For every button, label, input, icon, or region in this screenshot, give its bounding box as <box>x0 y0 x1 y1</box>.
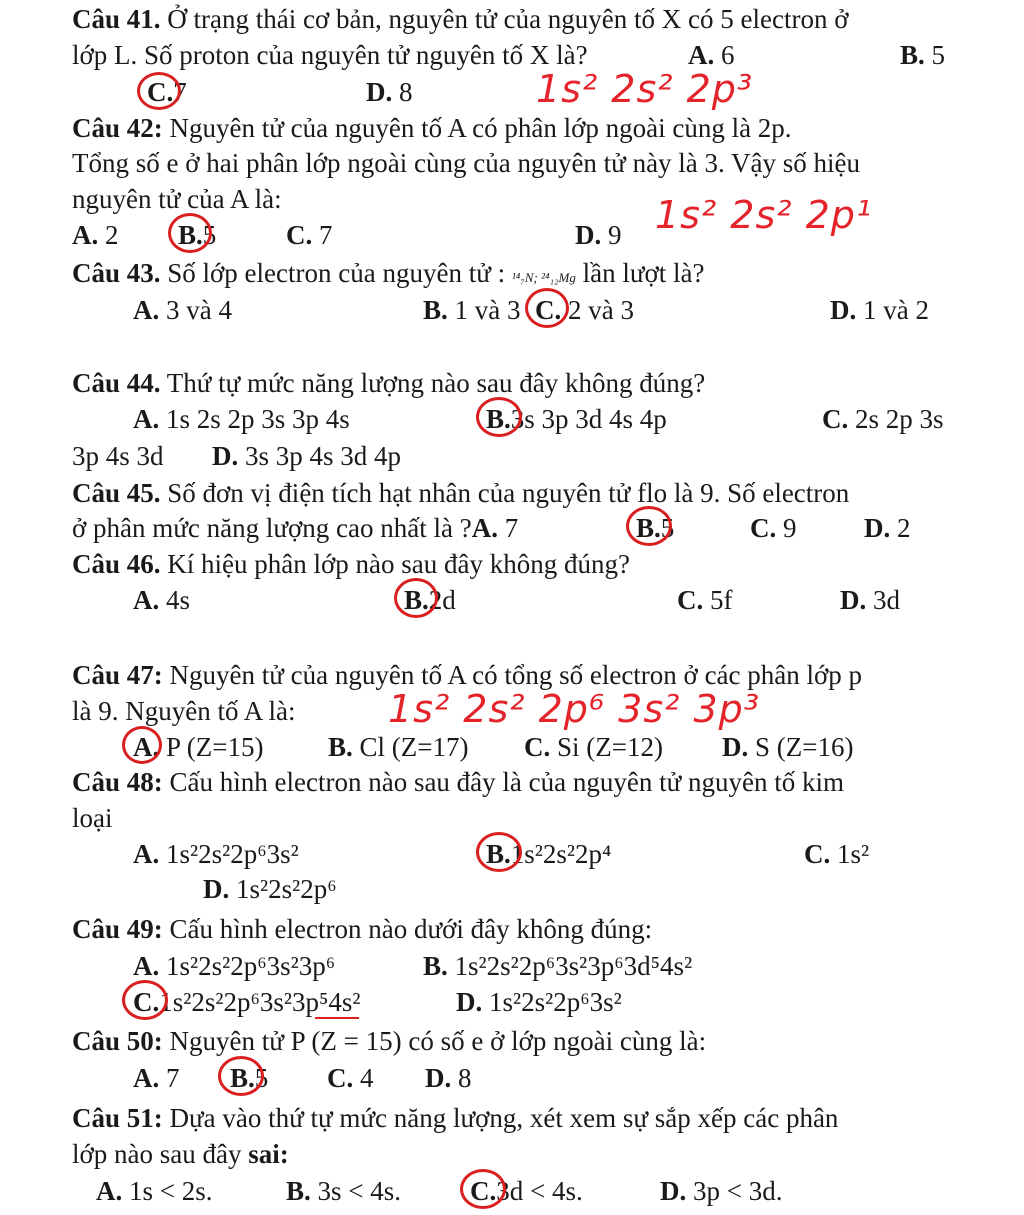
q44-option-c: C. 2s 2p 3s <box>822 404 944 434</box>
q47-line2: là 9. Nguyên tố A là: <box>72 696 296 726</box>
q49-option-c: C.1s²2s²2p⁶3s²3p⁵4s² <box>133 987 361 1017</box>
q41-line2 <box>72 42 588 69</box>
q44-option-a: A. 1s 2s 2p 3s 3p 4s <box>133 404 350 434</box>
q48-option-d: D. 1s²2s²2p⁶ <box>203 874 337 904</box>
q47-option-d: D. S (Z=16) <box>722 732 854 762</box>
q41-option-d: D. 8 <box>366 77 413 107</box>
q50-option-b: B.5 <box>230 1063 269 1093</box>
q46-answer-circle <box>394 578 438 618</box>
q42-line3: nguyên tử của A là: <box>72 184 282 214</box>
q45-line1: Câu 45. Số đơn vị điện tích hạt nhân của nguyên tử flo là 9. Số electron <box>72 478 850 508</box>
q47-option-b: B. Cl (Z=17) <box>328 732 469 762</box>
q48-answer-circle <box>476 832 522 872</box>
q43-option-d: D. 1 và 2 <box>830 295 929 325</box>
q44-line1: Câu 44. Thứ tự mức năng lượng nào sau đây không đúng? <box>72 368 706 398</box>
q43-answer-circle <box>525 288 569 328</box>
q42-option-a: A. 2 <box>72 220 119 250</box>
q42-line1: Câu 42: Nguyên tử của nguyên tố A có phân lớp ngoài cùng là 2p. <box>72 113 792 143</box>
q44-option-b: B.3s 3p 3d 4s 4p <box>486 404 667 434</box>
q51-option-a: A. 1s < 2s. <box>96 1176 213 1206</box>
q41-option-a: A. 6 <box>688 40 735 70</box>
q44-answer-circle <box>476 397 522 437</box>
q41-option-b: B. 5 <box>900 40 946 70</box>
q48-option-b: B.1s²2s²2p⁴ <box>486 839 612 869</box>
q44-option-d: D. 3s 3p 4s 3d 4p <box>212 441 402 471</box>
q50-option-a: A. 7 <box>133 1063 180 1093</box>
q43-line1: Câu 43. Số lớp electron của nguyên tử : ¹⁴₇N; ²⁴₁₂Mg lần lượt là? <box>72 258 705 288</box>
q51-line2: lớp nào sau đây sai: <box>72 1139 289 1169</box>
q49-option-b: B. 1s²2s²2p⁶3s²3p⁶3d⁵4s² <box>423 951 693 981</box>
q49-answer-circle <box>122 980 168 1020</box>
q48-option-c: C. 1s² <box>804 839 870 869</box>
q50-answer-circle <box>218 1056 264 1096</box>
q41-option-c: C.7 <box>147 77 187 107</box>
q48-option-a: A. 1s²2s²2p⁶3s² <box>133 839 299 869</box>
q47-answer-circle <box>122 726 162 764</box>
q45-line2: ở phân mức năng lượng cao nhất là ?A. 7 <box>72 513 519 543</box>
q51-line1: Câu 51: Dựa vào thứ tự mức năng lượng, xét xem sự sắp xếp các phân <box>72 1103 839 1133</box>
q43-nuclide-symbols: ¹⁴₇N; ²⁴₁₂Mg <box>511 270 576 285</box>
q48-line2: loại <box>72 803 113 833</box>
q41-number: Câu 41. <box>72 4 161 34</box>
q46-option-b: B.2d <box>404 585 456 615</box>
q49-line1: Câu 49: Cấu hình electron nào dưới đây không đúng: <box>72 914 653 944</box>
q43-option-c: C. 2 và 3 <box>535 295 634 325</box>
q49-underline-mark <box>315 1017 359 1019</box>
q50-option-c: C. 4 <box>327 1063 374 1093</box>
q42-answer-circle <box>168 213 212 253</box>
q48-line1: Câu 48: Cấu hình electron nào sau đây là của nguyên tử nguyên tố kim <box>72 767 844 797</box>
q51-option-d: D. 3p < 3d. <box>660 1176 783 1206</box>
q41-handwritten-config: 1s² 2s² 2p³ <box>536 67 754 111</box>
q42-line2: Tổng số e ở hai phân lớp ngoài cùng của nguyên tử này là 3. Vậy số hiệu <box>72 148 861 178</box>
q42-option-c: C. 7 <box>286 220 333 250</box>
q44-option-c-continued: 3p 4s 3d <box>72 441 164 471</box>
q49-option-d: D. 1s²2s²2p⁶3s² <box>456 987 622 1017</box>
q42-handwritten-config: 1s² 2s² 2p¹ <box>655 193 873 237</box>
q47-handwritten-config: 1s² 2s² 2p⁶ 3s² 3p³ <box>388 687 761 731</box>
q47-option-a: A. P (Z=15) <box>133 732 264 762</box>
q51-option-b: B. 3s < 4s. <box>286 1176 402 1206</box>
q41-line1 <box>72 6 849 33</box>
q45-option-c: C. 9 <box>750 513 797 543</box>
q41-text1: Ở trạng thái cơ bản, nguyên tử của nguyên tố X có 5 electron ở <box>167 4 849 34</box>
q50-line1: Câu 50: Nguyên tử P (Z = 15) có số e ở lớp ngoài cùng là: <box>72 1026 707 1056</box>
q45-answer-circle <box>626 506 675 546</box>
q45-option-d: D. 2 <box>864 513 911 543</box>
q42-option-d: D. 9 <box>575 220 622 250</box>
q51-answer-circle <box>460 1169 506 1209</box>
q45-option-b: B.5 <box>636 513 675 543</box>
q51-option-c: C.3d < 4s. <box>470 1176 583 1206</box>
q49-option-a: A. 1s²2s²2p⁶3s²3p⁶ <box>133 951 336 981</box>
q46-option-c: C. 5f <box>677 585 733 615</box>
q50-option-d: D. 8 <box>425 1063 472 1093</box>
q43-option-a: A. 3 và 4 <box>133 295 232 325</box>
q47-option-c: C. Si (Z=12) <box>524 732 663 762</box>
q46-line1: Câu 46. Kí hiệu phân lớp nào sau đây không đúng? <box>72 549 630 579</box>
q46-option-d: D. 3d <box>840 585 900 615</box>
q43-option-b: B. 1 và 3 <box>423 295 521 325</box>
q41-answer-circle <box>137 72 181 110</box>
q41-text2: lớp L. Số proton của nguyên tử nguyên tố X là? <box>72 40 588 70</box>
q42-option-b: B.5 <box>178 220 217 250</box>
q46-option-a: A. 4s <box>133 585 191 615</box>
q47-line1: Câu 47: Nguyên tử của nguyên tố A có tổng số electron ở các phân lớp p <box>72 660 863 690</box>
